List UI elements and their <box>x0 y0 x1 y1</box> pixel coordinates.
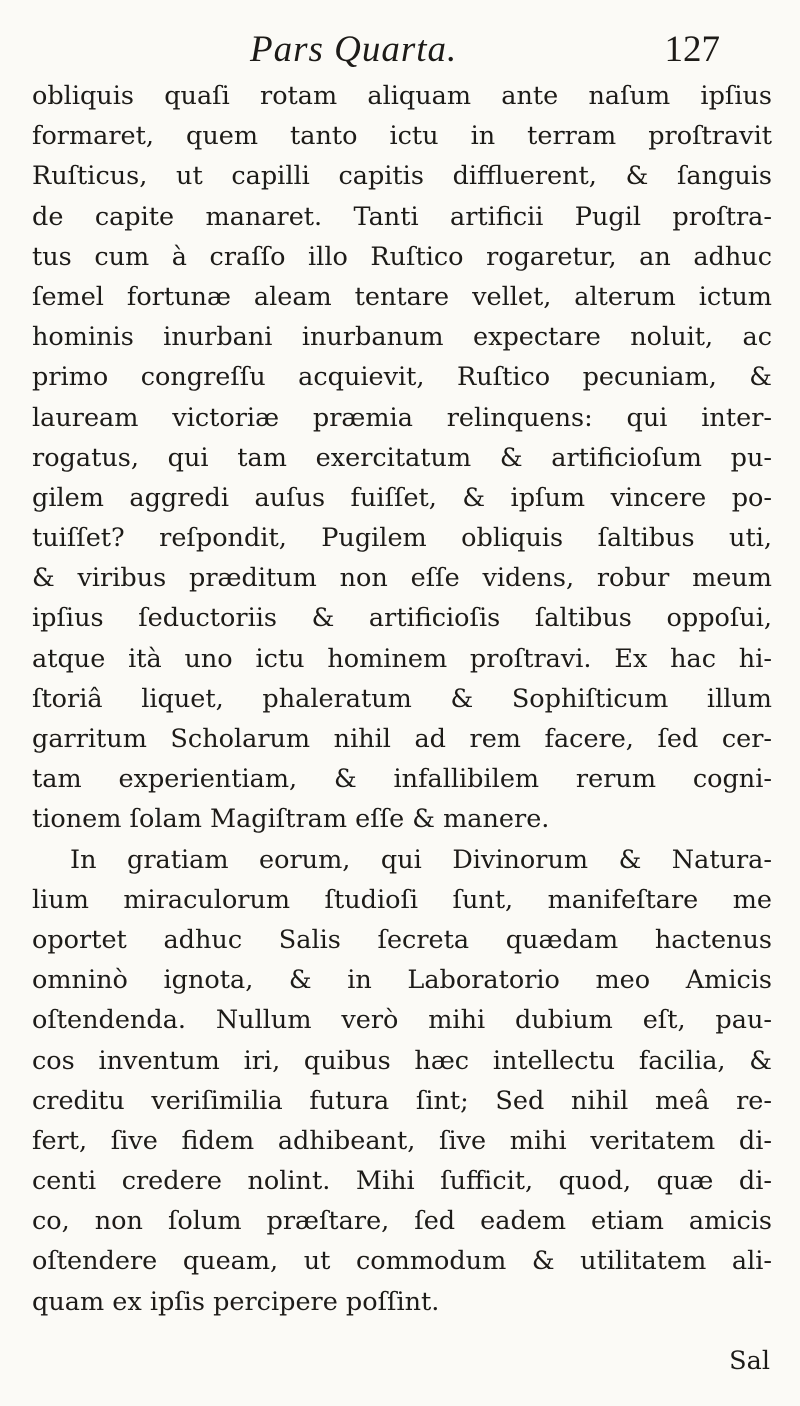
text-line: formaret, quem tanto ictu in terram proſtravit <box>32 121 772 152</box>
text-line: oſtendere queam, ut commodum & utilitatem ali- <box>32 1246 772 1277</box>
running-head-title: Pars Quarta. <box>250 29 458 70</box>
text-line: centi credere nolint. Mihi ſufficit, quod, quæ di- <box>32 1166 772 1197</box>
text-line: co, non ſolum præſtare, ſed eadem etiam amicis <box>32 1206 772 1237</box>
text-line: atque ità uno ictu hominem proſtravi. Ex hac hi- <box>32 643 772 674</box>
running-head <box>0 28 800 80</box>
text-line: gilem aggredi auſus fuiſſet, & ipſum vincere po- <box>32 482 772 513</box>
text-line: ipſius ſeductoriis & artificioſis ſaltibus oppoſui, <box>32 603 772 634</box>
text-line: quam ex ipſis percipere poſſint. <box>32 1286 440 1317</box>
text-line: tam experientiam, & infallibilem rerum cogni- <box>32 764 772 795</box>
text-line: rogatus, qui tam exercitatum & artificioſum pu- <box>32 442 772 473</box>
text-line: ſtoriâ liquet, phaleratum & Sophiſticum illum <box>32 683 772 714</box>
catchword: Sal <box>729 1346 770 1376</box>
text-line: oportet adhuc Salis ſecreta quædam hactenus <box>32 924 772 955</box>
paragraph-end-line: tionem ſolam Magiſtram eſſe & manere. <box>32 804 550 835</box>
text-line: omninò ignota, & in Laboratorio meo Amicis <box>32 965 772 996</box>
text-line: Ruſticus, ut capilli capitis diffluerent, & ſanguis <box>32 161 772 192</box>
text-line: creditu veriſimilia futura ſint; Sed nihil meâ re- <box>32 1085 772 1116</box>
body-text <box>32 76 772 1322</box>
text-line: de capite manaret. Tanti artificii Pugil proſtra- <box>32 201 772 232</box>
text-line: lium miraculorum ſtudioſi ſunt, manifeſtare me <box>32 884 772 915</box>
text-line: lauream victoriæ præmia relinquens: qui inter- <box>32 402 772 433</box>
text-line: & viribus præditum non eſſe videns, robur meum <box>32 563 772 594</box>
page-number: 127 <box>664 29 720 70</box>
text-line: tus cum à craſſo illo Ruſtico rogaretur, an adhuc <box>32 241 772 272</box>
text-line: tuiſſet? reſpondit, Pugilem obliquis ſaltibus uti, <box>32 523 772 554</box>
text-line: oſtendenda. Nullum verò mihi dubium eſt, pau- <box>32 1005 772 1036</box>
text-line: fert, ſive fidem adhibeant, ſive mihi veritatem di- <box>32 1125 772 1156</box>
text-line: garritum Scholarum nihil ad rem facere, ſed cer- <box>32 724 772 754</box>
text-line: cos inventum iri, quibus hæc intellectu facilia, & <box>32 1045 772 1076</box>
text-line: primo congreſſu acquievit, Ruſtico pecuniam, & <box>32 362 772 393</box>
text-line: obliquis quaſi rotam aliquam ante naſum ipſius <box>32 81 772 111</box>
paragraph-first-line: In gratiam eorum, qui Divinorum & Natura- <box>70 844 772 875</box>
text-line: ſemel fortunæ aleam tentare vellet, alterum ictum <box>32 281 772 312</box>
text-line: hominis inurbani inurbanum expectare noluit, ac <box>32 322 772 353</box>
